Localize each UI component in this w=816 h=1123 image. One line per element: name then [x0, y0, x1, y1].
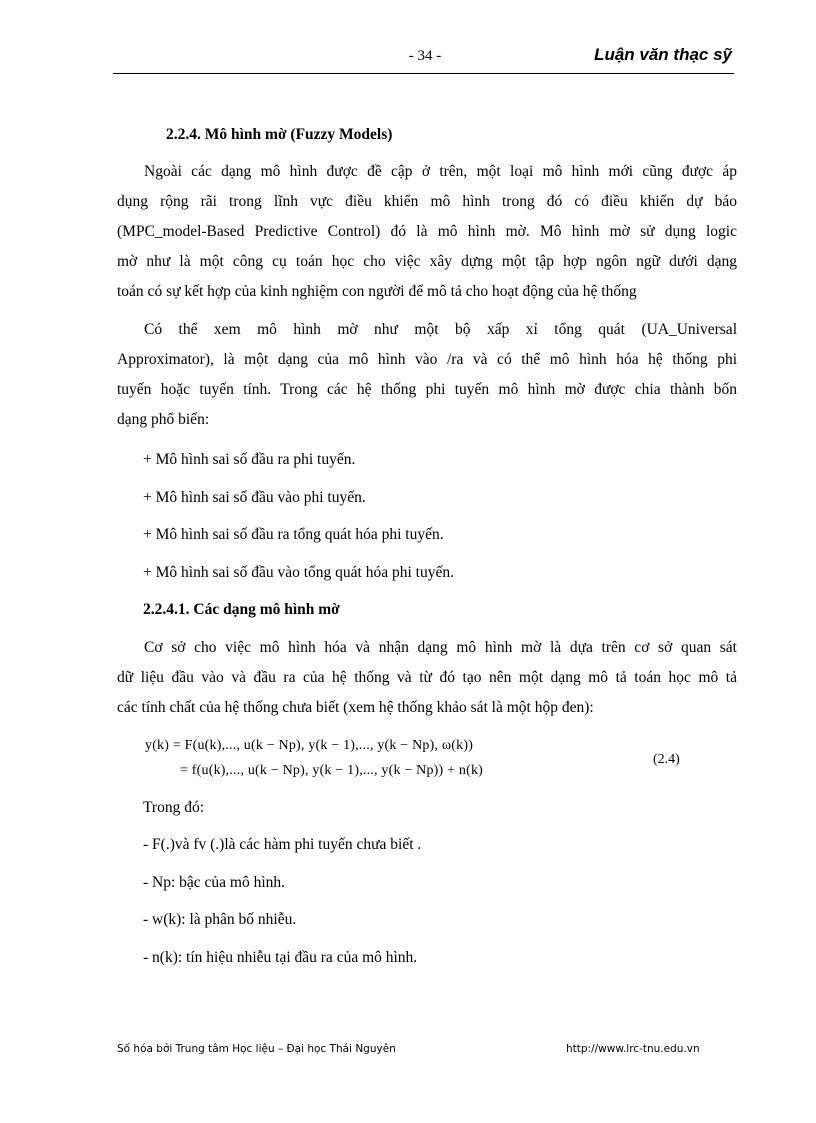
bullet-item: + Mô hình sai số đầu ra phi tuyến. — [143, 451, 356, 468]
equation-number: (2.4) — [653, 752, 680, 767]
where-label: Trong đó: — [143, 799, 205, 816]
definition-item: - n(k): tín hiệu nhiễu tại đầu ra của mô hình. — [143, 949, 418, 966]
paragraph-fuzzy-intro — [117, 157, 737, 307]
footer-url[interactable]: http://www.lrc-tnu.edu.vn — [566, 1043, 700, 1055]
paragraph-line: mờ như là một công cụ toán học cho việc xây dựng một tập hợp ngôn ngữ dưới dạng — [117, 253, 737, 270]
paragraph-line: các tính chất của hệ thống chưa biết (xem hệ thống khảo sát là một hộp đen): — [117, 699, 594, 716]
page-number: - 34 - — [408, 48, 442, 64]
paragraph-line: tuyến hoặc tuyến tính. Trong các hệ thống phi tuyến mô hình mờ được chia thành bốn — [117, 381, 737, 398]
paragraph-line: dạng phổ biến: — [117, 411, 210, 428]
header-rule — [113, 73, 734, 74]
section-heading: 2.2.4. Mô hình mờ (Fuzzy Models) — [166, 126, 393, 143]
paragraph-identification — [117, 633, 737, 723]
paragraph-line: Approximator), là một dạng của mô hình vào /ra và có thể mô hình hóa hệ thống phi — [117, 351, 737, 368]
paragraph-line: toán có sự kết hợp của kinh nghiệm con người để mô tả cho hoạt động của hệ thống — [117, 283, 637, 300]
bullet-item: + Mô hình sai số đầu ra tổng quát hóa phi tuyến. — [143, 526, 444, 543]
equation-line-2: = f(u(k),..., u(k − Np), y(k − 1),..., y(k − Np)) + n(k) — [180, 763, 484, 778]
footer-source: Số hóa bởi Trung tâm Học liệu – Đại học Thái Nguyên — [117, 1043, 396, 1055]
subsection-heading: 2.2.4.1. Các dạng mô hình mờ — [143, 601, 340, 618]
paragraph-line: Có thể xem mô hình mờ như một bộ xấp xỉ tổng quát (UA_Universal — [144, 321, 737, 338]
definition-item: - Np: bậc của mô hình. — [143, 874, 286, 891]
paragraph-approximator — [117, 315, 737, 435]
paragraph-line: Cơ sở cho việc mô hình hóa và nhận dạng mô hình mờ là dựa trên cơ sở quan sát — [144, 639, 737, 656]
document-title: Luận văn thạc sỹ — [594, 45, 732, 64]
paragraph-line: (MPC_model-Based Predictive Control) đó là mô hình mờ. Mô hình mờ sử dụng logic — [117, 223, 737, 240]
paragraph-line: dụng rộng rãi trong lĩnh vực điều khiển mô hình trong đó có điều khiển dự báo — [117, 193, 737, 210]
definition-item: - F(.)và fv (.)là các hàm phi tuyến chưa biết . — [143, 836, 422, 853]
definition-item: - w(k): là phân bố nhiễu. — [143, 911, 297, 928]
paragraph-line: Ngoài các dạng mô hình được đề cập ở trên, một loại mô hình mới cũng được áp — [144, 163, 737, 180]
bullet-item: + Mô hình sai số đầu vào phi tuyến. — [143, 489, 366, 506]
equation-line-1: y(k) = F(u(k),..., u(k − Np), y(k − 1),..., y(k − Np), ω(k)) — [145, 738, 474, 753]
paragraph-line: dữ liệu đầu vào và đầu ra của hệ thống và từ đó tạo nên một dạng mô tả toán học mô tả — [117, 669, 737, 686]
bullet-item: + Mô hình sai số đầu vào tổng quát hóa phi tuyến. — [143, 564, 454, 581]
